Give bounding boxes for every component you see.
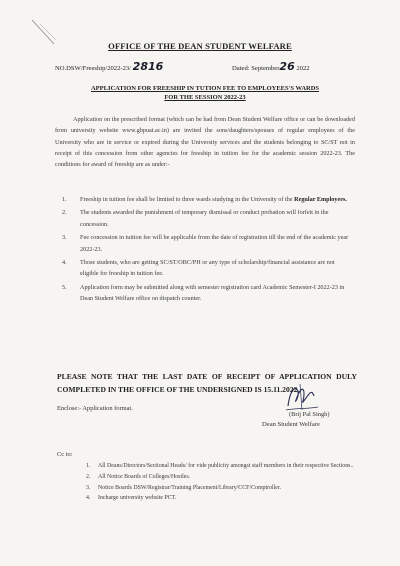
- conditions-list: [60, 194, 354, 307]
- cc-list: [86, 462, 356, 505]
- body-text: Application on the prescribed format (which can be had from Dean Student Welfare office or can be downloaded from university website www.gbpuat.ac.in) are invited the sons/daughters/spouses of regular employees of the University who are in service or expired during the University services and the students belonging to SC/ST not in receipt of this concession from other agencies for freeship in tuition fee for the academic session 2022-23. The conditions for award of freeship are as under:-: [55, 116, 355, 169]
- condition-number: 3.: [62, 234, 67, 242]
- condition-number: 5.: [62, 283, 67, 291]
- list-item: [60, 207, 354, 230]
- cc-text: All Deans/Directors/Sectional Heads/ for vide publicity amongst staff members in their respective Sections..: [98, 463, 354, 469]
- body-paragraph: [55, 114, 355, 170]
- date-year: 2022: [296, 65, 310, 72]
- cc-label: Cc to:: [57, 451, 73, 458]
- cc-number: 4.: [86, 495, 91, 502]
- list-item: [60, 282, 354, 305]
- list-item: [60, 232, 354, 255]
- reference-number-handwritten: 2816: [132, 60, 164, 73]
- office-title: OFFICE OF THE DEAN STUDENT WELFARE: [108, 41, 292, 51]
- condition-number: 1.: [62, 196, 67, 203]
- condition-text: Those students, who are getting SC/ST/OBC/PH or any type of scholarship/financial assistance are not eligible for freeship in tuition fee.: [80, 259, 335, 278]
- cc-text: All Notice Boards of Colleges/Hostles.: [98, 473, 191, 480]
- cc-text: Notice Boards DSW/Registrar/Training Placement/Library/CCF/Comptroller.: [98, 484, 282, 491]
- subject-line-2: FOR THE SESSION 2022-23: [164, 94, 246, 101]
- date-prefix: Dated: September: [232, 65, 280, 72]
- cc-number: 3.: [86, 484, 91, 491]
- list-item: [86, 462, 356, 472]
- condition-text: Fee concession in tuition fee will be applicable from the date of registration till the end of the academic year 2022-23.: [80, 234, 349, 253]
- condition-text: Freeship in tuition fee shall be limited to three wards studying in the University of the: [80, 196, 293, 203]
- letter-date: [232, 60, 310, 73]
- condition-bold-text: Regular Employees.: [294, 196, 347, 203]
- signatory-designation: Dean Student Welfare: [262, 421, 320, 428]
- reference-number: [55, 60, 163, 73]
- list-item: [86, 484, 356, 494]
- date-day-handwritten: 26: [279, 60, 295, 73]
- list-item: [86, 473, 356, 483]
- subject-line-1: APPLICATION FOR FREESHIP IN TUTION FEE TO EMPLOYEES'S WARDS: [90, 85, 320, 92]
- cc-number: 2.: [86, 473, 91, 480]
- signatory-name: (Brij Pal Singh): [289, 411, 330, 418]
- cc-number: 1.: [86, 463, 91, 469]
- condition-number: 4.: [62, 259, 67, 267]
- condition-number: 2.: [62, 209, 67, 217]
- reference-prefix: NO.DSW/Freeship/2022-23/: [55, 65, 132, 72]
- last-date-notice: PLEASE NOTE THAT THE LAST DATE OF RECEIPT OF APPLICATION DULY COMPLETED IN THE OFFICE OF THE UNDERSIGNED IS 15.11.2022.: [57, 372, 357, 394]
- list-item: [86, 494, 356, 504]
- condition-text: The students awarded the punishment of temporary dismissal or conduct probation will forfeit in the concession.: [80, 209, 329, 228]
- cc-text: Incharge university website PCT.: [98, 495, 177, 502]
- list-item: [60, 257, 354, 280]
- list-item: [60, 194, 354, 205]
- subject-heading: [60, 84, 350, 102]
- enclosure-note: Enclose:- Application format.: [57, 405, 133, 412]
- condition-text: Application form may be submitted along with semester registration card Academic Semester-I 2022-23 in Dean Student Welfare office on dispatch counter.: [80, 283, 345, 303]
